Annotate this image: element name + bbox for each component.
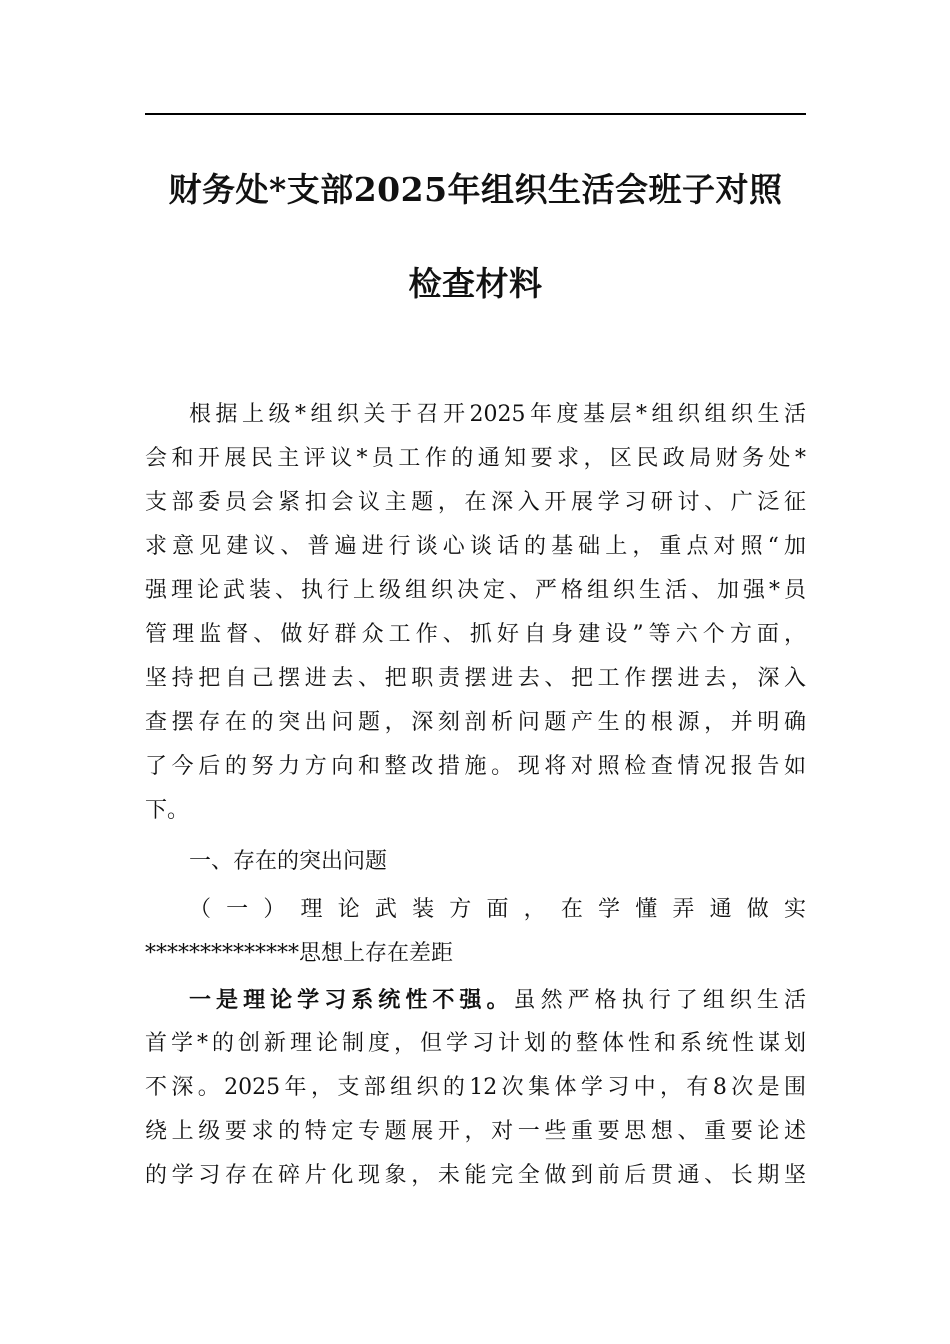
point-1-line: 不深。2025年，支部组织的12次集体学习中，有8次是围 [145,1075,806,1100]
intro-line: 支部委员会紧扣会议主题，在深入开展学习研讨、广泛征 [145,490,806,515]
intro-line: 查摆存在的突出问题，深刻剖析问题产生的根源，并明确 [145,710,806,735]
intro-line: 求意见建议、普遍进行谈心谈话的基础上，重点对照“加 [145,534,806,559]
intro-line: 根据上级*组织关于召开2025年度基层*组织组织生活 [189,402,806,427]
point-1-lead: 一是理论学习系统性不强。 [189,987,514,1013]
document-title-line-1: 财务处*支部2025年组织生活会班子对照 [168,170,783,209]
point-1-line: 绕上级要求的特定专题展开，对一些重要思想、重要论述 [145,1119,806,1144]
intro-line: 坚持把自己摆进去、把职责摆进去、把工作摆进去，深入 [145,666,806,691]
header-rule [145,113,806,115]
point-1-first-line [145,978,806,1022]
point-1-first-text: 虽然严格执行了组织生活 [513,988,806,1013]
subsection-heading-line-1: （一）理论武装方面，在学懂弄通做实 [189,897,806,922]
intro-line: 管理监督、做好群众工作、抓好自身建设”等六个方面， [145,622,806,647]
intro-line: 强理论武装、执行上级组织决定、严格组织生活、加强*员 [145,578,806,603]
subsection-heading-line-2: **************思想上存在差距 [145,941,454,966]
intro-line: 下。 [145,798,190,823]
point-1-line: 首学*的创新理论制度，但学习计划的整体性和系统性谋划 [145,1031,806,1056]
intro-line: 了今后的努力方向和整改措施。现将对照检查情况报告如 [145,754,806,779]
intro-line: 会和开展民主评议*员工作的通知要求，区民政局财务处* [145,446,806,471]
point-1-line: 的学习存在碎片化现象，未能完全做到前后贯通、长期坚 [145,1163,806,1188]
document-title-line-2: 检查材料 [408,264,543,303]
section-heading-1: 一、存在的突出问题 [189,849,388,874]
